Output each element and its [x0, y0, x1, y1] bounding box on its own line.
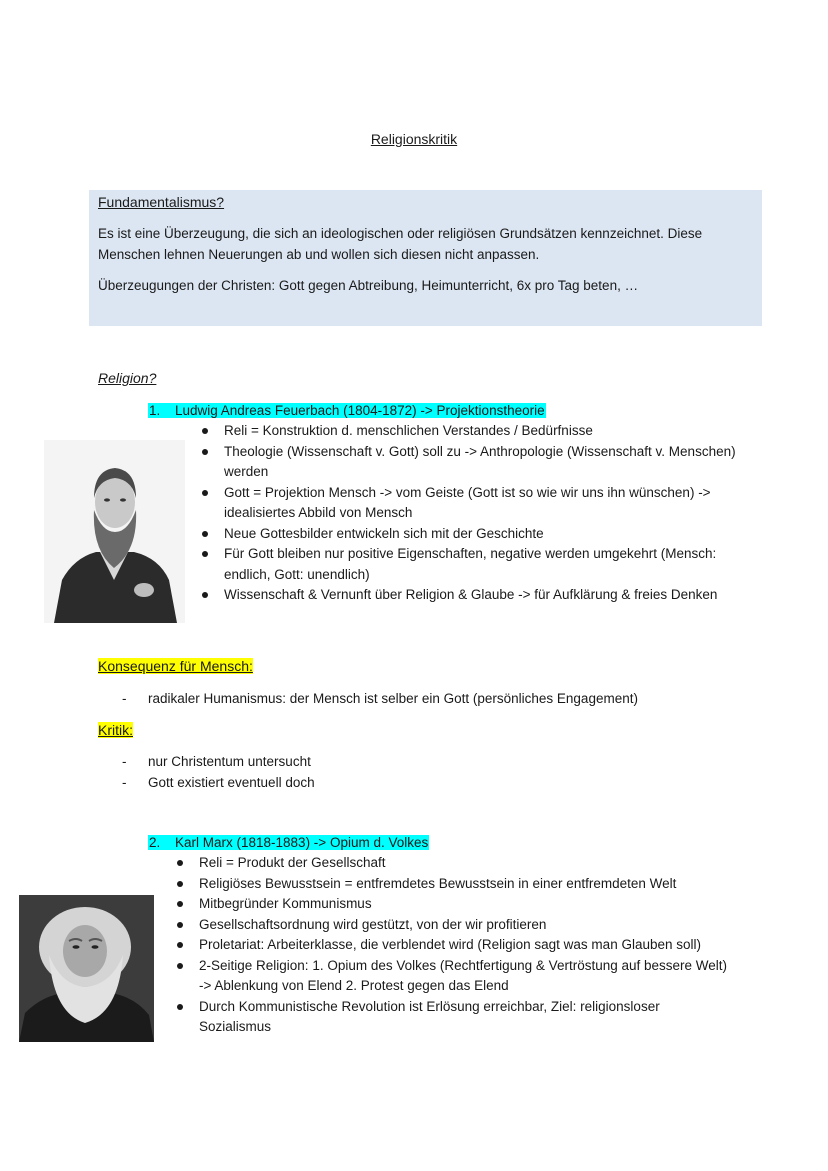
feuerbach-number: 1.	[149, 403, 161, 418]
marx-portrait-icon	[19, 895, 154, 1042]
list-item: Reli = Konstruktion d. menschlichen Verstandes / Bedürfnisse	[198, 421, 738, 442]
religion-label: Religion?	[98, 370, 157, 386]
marx-heading-text: Karl Marx (1818-1883) -> Opium d. Volkes	[175, 835, 429, 850]
list-item: Neue Gottesbilder entwickeln sich mit der Geschichte	[198, 524, 738, 545]
marx-points	[173, 853, 733, 1038]
feuerbach-heading	[148, 401, 546, 420]
feuerbach-heading-text: Ludwig Andreas Feuerbach (1804-1872) -> Projektionstheorie	[175, 403, 545, 418]
fundamentalismus-heading: Fundamentalismus?	[98, 194, 225, 210]
list-item: - Gott existiert eventuell doch	[98, 773, 738, 794]
feuerbach-points	[198, 421, 738, 606]
list-item: Religiöses Bewusstsein = entfremdetes Bewusstsein in einer entfremdeten Welt	[173, 874, 733, 895]
list-item: Wissenschaft & Vernunft über Religion & Glaube -> für Aufklärung & freies Denken	[198, 585, 738, 606]
list-item: Gott = Projektion Mensch -> vom Geiste (Gott ist so wie wir uns ihn wünschen) -> idealisiertes Abbild von Mensch	[198, 483, 738, 524]
list-item: Durch Kommunistische Revolution ist Erlösung erreichbar, Ziel: religionsloser Sozialismus	[173, 997, 733, 1038]
konsequenz-label-text: Konsequenz für Mensch:	[98, 658, 253, 674]
list-item: Proletariat: Arbeiterklasse, die verblendet wird (Religion sagt was man Glauben soll)	[173, 935, 733, 956]
list-item: Für Gott bleiben nur positive Eigenschaften, negative werden umgekehrt (Mensch: endlich, Gott: unendlich)	[198, 544, 738, 585]
konsequenz-label	[98, 658, 253, 674]
page-title: Religionskritik	[370, 131, 458, 147]
list-item: - radikaler Humanismus: der Mensch ist selber ein Gott (persönliches Engagement)	[98, 689, 738, 710]
feuerbach-portrait	[44, 440, 185, 623]
list-item: Mitbegründer Kommunismus	[173, 894, 733, 915]
fundamentalismus-beliefs: Überzeugungen der Christen: Gott gegen Abtreibung, Heimunterricht, 6x pro Tag beten, …	[98, 278, 639, 293]
list-item: Reli = Produkt der Gesellschaft	[173, 853, 733, 874]
kritik-label-text: Kritik:	[98, 722, 133, 738]
list-item: Theologie (Wissenschaft v. Gott) soll zu -> Anthropologie (Wissenschaft v. Menschen) werden	[198, 442, 738, 483]
list-item: Gesellschaftsordnung wird gestützt, von der wir profitieren	[173, 915, 733, 936]
list-item: - nur Christentum untersucht	[98, 752, 738, 773]
marx-number: 2.	[149, 835, 161, 850]
kritik-label	[98, 722, 133, 738]
fundamentalismus-definition: Es ist eine Überzeugung, die sich an ideologischen oder religiösen Grundsätzen kennzeichnet. Diese Menschen lehnen Neuerungen ab und wollen sich diesen nicht anpassen.	[98, 226, 703, 262]
list-item: 2-Seitige Religion: 1. Opium des Volkes (Rechtfertigung & Vertröstung auf bessere Welt) -> Ablenkung von Elend 2. Protest gegen das Elend	[173, 956, 733, 997]
feuerbach-portrait-icon	[44, 440, 185, 623]
konsequenz-list	[98, 689, 738, 710]
kritik-list	[98, 752, 738, 793]
marx-portrait	[19, 895, 154, 1042]
marx-heading	[148, 833, 429, 852]
